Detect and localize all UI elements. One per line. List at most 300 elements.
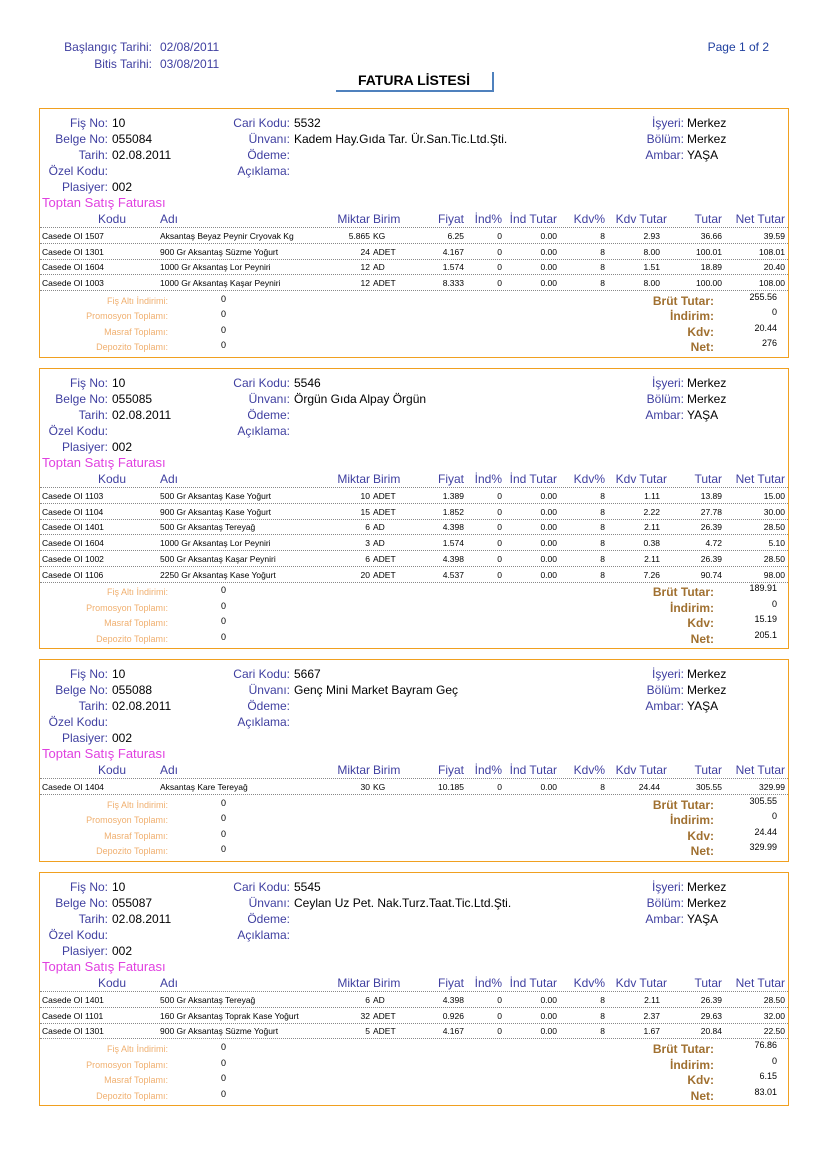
table-cell: 1.11 [644, 491, 660, 501]
table-cell: ADET [373, 1026, 396, 1037]
column-header: Kdv% [573, 212, 605, 226]
table-cell: 108.01 [759, 246, 785, 257]
tarih-value: 02.08.2011 [112, 912, 172, 926]
table-cell: 5.865 [348, 231, 370, 241]
column-header: Kodu [97, 763, 126, 777]
table-cell: KG [373, 782, 386, 792]
cari-kodu-label: Cari Kodu: [233, 116, 290, 130]
fis-alti-indirimi-value: 0 [221, 585, 227, 596]
belge-no-label: Belge No: [55, 392, 108, 406]
table-cell: AD [373, 522, 385, 533]
column-header: Kdv Tutar [615, 976, 667, 990]
table-cell: 0.00 [540, 231, 557, 241]
odeme-label: Ödeme: [247, 699, 290, 713]
table-cell: 0.00 [540, 506, 557, 517]
depozito-toplami-label: Depozito Toplamı: [96, 846, 168, 857]
table-cell: Casede OI 1401 [42, 522, 104, 533]
table-cell: 4.398 [442, 553, 464, 564]
isyeri-value: Merkez [687, 880, 727, 894]
bolum-value: Merkez [687, 392, 727, 406]
brut-tutar-label: Brüt Tutar: [652, 797, 714, 812]
unvani-label: Ünvanı: [248, 896, 290, 910]
aciklama-label: Açıklama: [237, 715, 290, 729]
net-label: Net: [690, 340, 714, 355]
column-header: Fiyat [437, 212, 464, 226]
depozito-toplami-value: 0 [221, 844, 227, 855]
brut-tutar-label: Brüt Tutar: [652, 1042, 714, 1057]
plasiyer-label: Plasiyer: [61, 731, 108, 745]
table-cell: 26.39 [700, 553, 722, 564]
promosyon-toplami-label: Promosyon Toplamı: [86, 815, 168, 826]
table-cell: 3 [365, 538, 370, 549]
column-header: Adı [160, 212, 179, 226]
unvani-label: Ünvanı: [248, 683, 290, 697]
bolum-label: Bölüm: [646, 392, 684, 406]
column-header: Net Tutar [735, 976, 785, 990]
table-cell: 0 [497, 995, 502, 1005]
promosyon-toplami-label: Promosyon Toplamı: [86, 602, 168, 613]
table-row [40, 551, 788, 567]
table-cell: 4.72 [705, 538, 722, 549]
table-cell: 10.185 [438, 782, 464, 792]
fis-no-value: 10 [112, 116, 126, 130]
table-cell: 2.93 [643, 231, 660, 241]
table-cell: 0.00 [540, 278, 557, 289]
table-cell: 900 Gr Aksantaş Süzme Yoğurt [160, 246, 279, 257]
promosyon-toplami-value: 0 [221, 813, 227, 824]
table-cell: 28.50 [763, 995, 785, 1005]
fis-alti-indirimi-value: 0 [221, 293, 227, 304]
column-header: Kodu [97, 472, 126, 486]
depozito-toplami-label: Depozito Toplamı: [96, 1090, 168, 1101]
tarih-value: 02.08.2011 [112, 408, 172, 422]
table-cell: 26.39 [700, 995, 722, 1005]
table-cell: 0.00 [540, 1010, 557, 1021]
fis-no-label: Fiş No: [69, 880, 108, 894]
odeme-label: Ödeme: [247, 148, 290, 162]
cari-kodu-value: 5545 [294, 880, 321, 894]
table-cell: 6.25 [447, 231, 464, 241]
column-header: Fiyat [437, 763, 464, 777]
table-cell: 1.574 [442, 538, 464, 549]
table-cell: 305.55 [696, 782, 722, 792]
cari-kodu-label: Cari Kodu: [233, 880, 290, 894]
table-cell: KG [373, 231, 386, 241]
table-row [40, 275, 788, 291]
table-cell: 0 [497, 231, 502, 241]
ambar-label: Ambar: [645, 912, 684, 926]
table-cell: 6 [365, 522, 370, 533]
table-cell: 8 [600, 782, 605, 792]
kdv-label: Kdv: [687, 828, 714, 843]
table-cell: 100.00 [696, 278, 722, 289]
bolum-label: Bölüm: [646, 683, 684, 697]
table-cell: 8 [600, 995, 605, 1005]
ambar-label: Ambar: [645, 408, 684, 422]
invoice-type: Toptan Satış Faturası [42, 195, 166, 210]
table-cell: 0.00 [540, 995, 557, 1005]
column-header: Kdv Tutar [615, 472, 667, 486]
bolum-label: Bölüm: [646, 132, 684, 146]
indirim-value: 0 [771, 1055, 777, 1066]
cari-kodu-value: 5532 [294, 116, 321, 130]
table-cell: 900 Gr Aksantaş Süzme Yoğurt [160, 1026, 279, 1037]
table-row [40, 488, 788, 504]
indirim-value: 0 [771, 811, 777, 822]
column-header: Birim [373, 472, 401, 486]
belge-no-value: 055088 [112, 683, 153, 697]
column-header: Adı [160, 976, 179, 990]
ambar-value: YAŞA [687, 408, 719, 422]
table-cell: 5 [365, 1026, 370, 1037]
fis-no-label: Fiş No: [69, 667, 108, 681]
net-value: 83.01 [754, 1086, 777, 1097]
table-cell: ADET [373, 569, 396, 580]
table-cell: 108.00 [759, 278, 785, 289]
table-cell: 1000 Gr Aksantaş Lor Peyniri [160, 538, 271, 549]
table-cell: Casede OI 1301 [42, 246, 104, 257]
table-cell: 0 [497, 569, 502, 580]
fis-alti-indirimi-value: 0 [221, 1042, 227, 1053]
table-cell: 0.00 [540, 262, 557, 273]
masraf-toplami-value: 0 [221, 324, 227, 335]
table-cell: 8 [600, 522, 605, 533]
table-cell: 1.51 [643, 262, 660, 273]
table-cell: 8 [600, 1026, 605, 1037]
promosyon-toplami-value: 0 [221, 309, 227, 320]
table-cell: 900 Gr Aksantaş Kase Yoğurt [160, 506, 272, 517]
table-row [40, 228, 788, 244]
table-cell: AD [373, 995, 385, 1005]
cari-kodu-value: 5546 [294, 376, 321, 390]
plasiyer-label: Plasiyer: [61, 944, 108, 958]
table-row [40, 992, 788, 1008]
table-cell: 0 [497, 1010, 502, 1021]
depozito-toplami-label: Depozito Toplamı: [96, 342, 168, 353]
depozito-toplami-value: 0 [221, 1088, 227, 1099]
table-cell: 22.50 [763, 1026, 785, 1037]
table-cell: 500 Gr Aksantaş Tereyağ [160, 995, 256, 1005]
table-cell: 24.44 [638, 782, 660, 792]
column-header: İnd% [474, 212, 502, 226]
table-cell: 0.00 [540, 553, 557, 564]
table-cell: 2.11 [644, 522, 660, 533]
table-cell: Casede OI 1401 [42, 995, 104, 1005]
ozel-kodu-label: Özel Kodu: [48, 424, 108, 438]
tarih-label: Tarih: [78, 408, 108, 422]
table-cell: 1.67 [643, 1026, 660, 1037]
depozito-toplami-value: 0 [221, 631, 227, 642]
table-cell: 329.99 [759, 782, 785, 792]
table-cell: 500 Gr Aksantaş Kase Yoğurt [160, 491, 272, 501]
table-cell: 0 [497, 553, 502, 564]
table-row [40, 535, 788, 551]
indirim-value: 0 [771, 307, 777, 318]
brut-tutar-label: Brüt Tutar: [652, 293, 714, 308]
fis-alti-indirimi-value: 0 [221, 797, 227, 808]
belge-no-value: 055087 [112, 896, 153, 910]
brut-tutar-label: Brüt Tutar: [652, 585, 714, 600]
unvani-value: Ceylan Uz Pet. Nak.Turz.Taat.Tic.Ltd.Şti. [294, 896, 512, 910]
table-cell: ADET [373, 506, 396, 517]
table-cell: 500 Gr Aksantaş Kaşar Peyniri [160, 553, 276, 564]
table-cell: 0.00 [540, 1026, 557, 1037]
brut-tutar-value: 76.86 [754, 1040, 777, 1051]
kdv-value: 6.15 [759, 1071, 777, 1082]
fis-no-value: 10 [112, 880, 126, 894]
plasiyer-label: Plasiyer: [61, 180, 108, 194]
brut-tutar-value: 189.91 [749, 583, 777, 594]
table-cell: 8.00 [643, 278, 660, 289]
bolum-value: Merkez [687, 896, 727, 910]
column-header: Kodu [97, 976, 126, 990]
plasiyer-value: 002 [112, 731, 133, 745]
column-header: Miktar [337, 763, 370, 777]
column-header: Tutar [694, 212, 722, 226]
table-cell: 6 [365, 553, 370, 564]
table-cell: ADET [373, 246, 396, 257]
table-cell: 0.926 [442, 1010, 464, 1021]
promosyon-toplami-value: 0 [221, 1057, 227, 1068]
column-header: Adı [160, 763, 179, 777]
table-cell: Casede OI 1104 [42, 506, 104, 517]
tarih-value: 02.08.2011 [112, 148, 172, 162]
table-cell: 2.37 [643, 1010, 660, 1021]
masraf-toplami-label: Masraf Toplamı: [104, 618, 168, 629]
unvani-value: Genç Mini Market Bayram Geç [294, 683, 459, 697]
column-header: Kdv% [573, 763, 605, 777]
column-header: Fiyat [437, 976, 464, 990]
table-row [40, 244, 788, 260]
table-row [40, 259, 788, 275]
isyeri-label: İşyeri: [651, 667, 684, 681]
unvani-value: Örgün Gıda Alpay Örgün [294, 392, 427, 406]
table-cell: 5.10 [768, 538, 785, 549]
table-row [40, 519, 788, 535]
tarih-value: 02.08.2011 [112, 699, 172, 713]
column-header: Birim [373, 763, 401, 777]
table-cell: 8 [600, 491, 605, 501]
table-cell: 28.50 [763, 553, 785, 564]
table-row [40, 779, 788, 795]
kdv-label: Kdv: [687, 616, 714, 631]
net-label: Net: [690, 1088, 714, 1103]
table-cell: 0.00 [540, 246, 557, 257]
bolum-value: Merkez [687, 683, 727, 697]
fis-alti-indirimi-label: Fiş Altı İndirimi: [106, 295, 168, 306]
column-header: İnd% [474, 976, 502, 990]
kdv-value: 20.44 [754, 322, 777, 333]
table-cell: Casede OI 1002 [42, 553, 104, 564]
table-cell: 0.00 [540, 782, 557, 792]
table-cell: 0 [497, 262, 502, 273]
table-cell: 32.00 [763, 1010, 785, 1021]
table-cell: AD [373, 538, 385, 549]
table-cell: 0 [497, 278, 502, 289]
net-label: Net: [690, 631, 714, 646]
masraf-toplami-value: 0 [221, 616, 227, 627]
plasiyer-value: 002 [112, 180, 133, 194]
table-cell: 8 [600, 278, 605, 289]
table-cell: 39.59 [763, 231, 785, 241]
belge-no-label: Belge No: [55, 896, 108, 910]
table-cell: 4.398 [442, 522, 464, 533]
table-cell: ADET [373, 1010, 396, 1021]
table-cell: 0 [497, 1026, 502, 1037]
table-cell: 0.00 [540, 569, 557, 580]
table-cell: Casede OI 1604 [42, 538, 104, 549]
column-header: Birim [373, 976, 401, 990]
column-header: İnd% [474, 472, 502, 486]
table-cell: 26.39 [700, 522, 722, 533]
table-row [40, 567, 788, 583]
fis-alti-indirimi-label: Fiş Altı İndirimi: [106, 799, 168, 810]
table-cell: 8 [600, 553, 605, 564]
column-header: Tutar [694, 472, 722, 486]
column-header: Net Tutar [735, 472, 785, 486]
isyeri-label: İşyeri: [651, 880, 684, 894]
unvani-label: Ünvanı: [248, 132, 290, 146]
end-date-value: 03/08/2011 [160, 57, 220, 71]
indirim-label: İndirim: [670, 1057, 714, 1072]
table-cell: 28.50 [763, 522, 785, 533]
aciklama-label: Açıklama: [237, 164, 290, 178]
column-header: Miktar [337, 212, 370, 226]
table-cell: 8 [600, 1010, 605, 1021]
table-cell: 8 [600, 262, 605, 273]
table-cell: ADET [373, 278, 396, 289]
kdv-value: 24.44 [754, 826, 777, 837]
end-date-label: Bitis Tarihi: [94, 57, 152, 71]
table-cell: 100.01 [696, 246, 722, 257]
table-cell: 8 [600, 506, 605, 517]
unvani-value: Kadem Hay.Gıda Tar. Ür.San.Tic.Ltd.Şti. [294, 132, 508, 146]
table-cell: 0 [497, 522, 502, 533]
ozel-kodu-label: Özel Kodu: [48, 715, 108, 729]
table-cell: 2.22 [643, 506, 660, 517]
column-header: Miktar [337, 472, 370, 486]
table-cell: Aksantaş Beyaz Peynir Cryovak Kg [160, 231, 294, 241]
isyeri-value: Merkez [687, 376, 727, 390]
table-cell: Casede OI 1106 [42, 569, 104, 580]
net-value: 276 [761, 338, 777, 349]
table-cell: Casede OI 1101 [42, 1010, 104, 1021]
ambar-label: Ambar: [645, 148, 684, 162]
table-cell: 20.40 [763, 262, 785, 273]
table-cell: 0 [497, 506, 502, 517]
column-header: Adı [160, 472, 179, 486]
column-header: Tutar [694, 763, 722, 777]
table-row [40, 1023, 788, 1039]
column-header: İnd% [474, 763, 502, 777]
page-title: FATURA LİSTESİ [336, 72, 494, 92]
belge-no-label: Belge No: [55, 132, 108, 146]
table-cell: 15 [360, 506, 370, 517]
table-cell: 0.38 [643, 538, 660, 549]
table-cell: 2.11 [644, 995, 660, 1005]
table-cell: 6 [365, 995, 370, 1005]
aciklama-label: Açıklama: [237, 928, 290, 942]
table-cell: 15.00 [763, 491, 785, 501]
table-cell: Casede OI 1103 [42, 491, 104, 501]
table-cell: 12 [360, 262, 370, 273]
invoice-type: Toptan Satış Faturası [42, 455, 166, 470]
table-cell: 0.00 [540, 522, 557, 533]
table-cell: 13.89 [700, 491, 722, 501]
masraf-toplami-value: 0 [221, 828, 227, 839]
column-header: Birim [373, 212, 401, 226]
kdv-label: Kdv: [687, 1073, 714, 1088]
column-header: İnd Tutar [509, 472, 557, 486]
table-cell: 0 [497, 538, 502, 549]
brut-tutar-value: 255.56 [749, 291, 777, 302]
isyeri-label: İşyeri: [651, 116, 684, 130]
table-cell: 8 [600, 538, 605, 549]
table-cell: 4.167 [442, 246, 464, 257]
table-cell: ADET [373, 553, 396, 564]
depozito-toplami-value: 0 [221, 340, 227, 351]
tarih-label: Tarih: [78, 699, 108, 713]
column-header: Fiyat [437, 472, 464, 486]
table-cell: 0.00 [540, 491, 557, 501]
table-cell: 30.00 [763, 506, 785, 517]
indirim-label: İndirim: [670, 813, 714, 828]
start-date-value: 02/08/2011 [160, 40, 220, 54]
page-number: Page 1 of 2 [707, 40, 769, 54]
table-cell: 8 [600, 231, 605, 241]
table-cell: 8 [600, 569, 605, 580]
masraf-toplami-label: Masraf Toplamı: [104, 326, 168, 337]
table-row [40, 1008, 788, 1024]
cari-kodu-label: Cari Kodu: [233, 376, 290, 390]
table-cell: 0 [497, 782, 502, 792]
column-header: Miktar [337, 976, 370, 990]
ozel-kodu-label: Özel Kodu: [48, 164, 108, 178]
odeme-label: Ödeme: [247, 408, 290, 422]
aciklama-label: Açıklama: [237, 424, 290, 438]
ambar-value: YAŞA [687, 148, 719, 162]
table-cell: Casede OI 1507 [42, 231, 104, 241]
table-cell: 0 [497, 491, 502, 501]
fis-no-label: Fiş No: [69, 116, 108, 130]
column-header: Kdv Tutar [615, 212, 667, 226]
table-cell: 1.389 [442, 491, 464, 501]
table-cell: 29.63 [700, 1010, 722, 1021]
table-cell: 2.11 [644, 553, 660, 564]
fis-alti-indirimi-label: Fiş Altı İndirimi: [106, 587, 168, 598]
isyeri-value: Merkez [687, 116, 727, 130]
invoice-block [39, 659, 789, 862]
promosyon-toplami-label: Promosyon Toplamı: [86, 1059, 168, 1070]
table-cell: 4.167 [442, 1026, 464, 1037]
odeme-label: Ödeme: [247, 912, 290, 926]
ambar-value: YAŞA [687, 699, 719, 713]
table-cell: 20 [360, 569, 370, 580]
table-cell: 36.66 [700, 231, 722, 241]
table-cell: 24 [360, 246, 370, 257]
table-cell: 20.84 [700, 1026, 722, 1037]
bolum-label: Bölüm: [646, 896, 684, 910]
table-cell: 160 Gr Aksantaş Toprak Kase Yoğurt [160, 1010, 299, 1021]
table-cell: 98.00 [763, 569, 785, 580]
plasiyer-value: 002 [112, 944, 133, 958]
promosyon-toplami-label: Promosyon Toplamı: [86, 311, 168, 322]
table-cell: 500 Gr Aksantaş Tereyağ [160, 522, 256, 533]
table-cell: 30 [360, 782, 370, 792]
belge-no-value: 055085 [112, 392, 153, 406]
table-cell: 1000 Gr Aksantaş Kaşar Peyniri [160, 278, 281, 289]
isyeri-value: Merkez [687, 667, 727, 681]
